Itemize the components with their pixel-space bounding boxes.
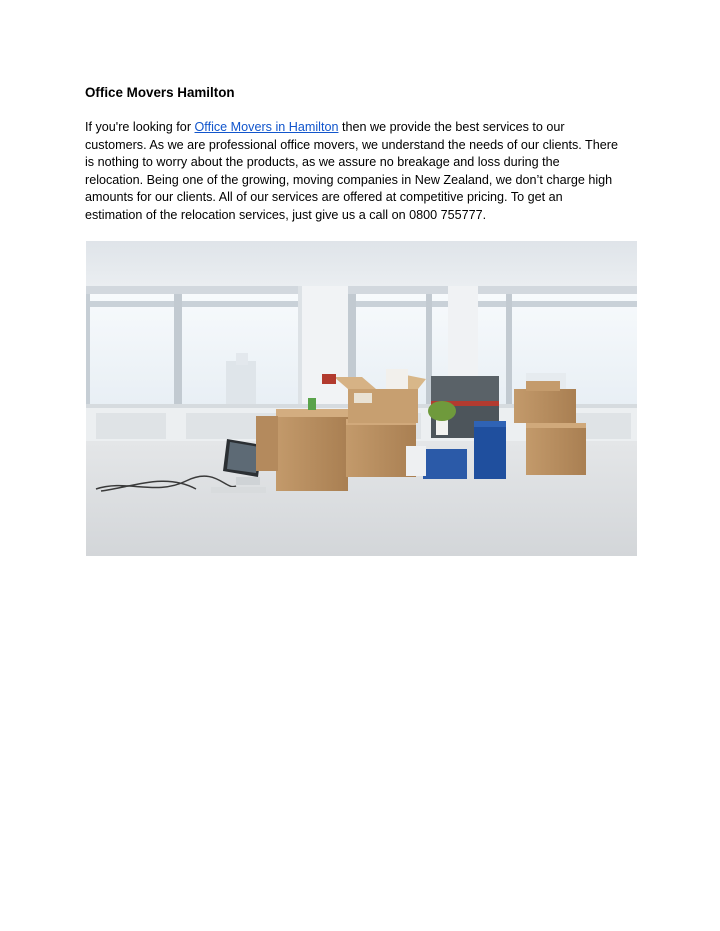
office-moving-photo — [86, 241, 637, 556]
paragraph-line-1-rest: then we provide the best services to our — [338, 120, 565, 134]
paragraph-line-5: amounts for our clients. All of our services are offered at competitive pricing. To get an — [85, 190, 563, 204]
office-movers-link[interactable]: Office Movers in Hamilton — [194, 120, 339, 134]
paragraph-line-2: customers. As we are professional office movers, we understand the needs of our clients. There — [85, 137, 618, 152]
paragraph-line-3: is nothing to worry about the products, as we assure no breakage and loss during the — [85, 155, 560, 169]
paragraph-line-4: relocation. Being one of the growing, moving companies in New Zealand, we don’t charge high — [85, 172, 613, 187]
paragraph-line-6: estimation of the relocation services, just give us a call on 0800 755777. — [85, 207, 487, 222]
paragraph-lead: If you're looking for — [85, 120, 195, 134]
document-title: Office Movers Hamilton — [85, 85, 235, 100]
body-paragraph — [85, 119, 645, 224]
